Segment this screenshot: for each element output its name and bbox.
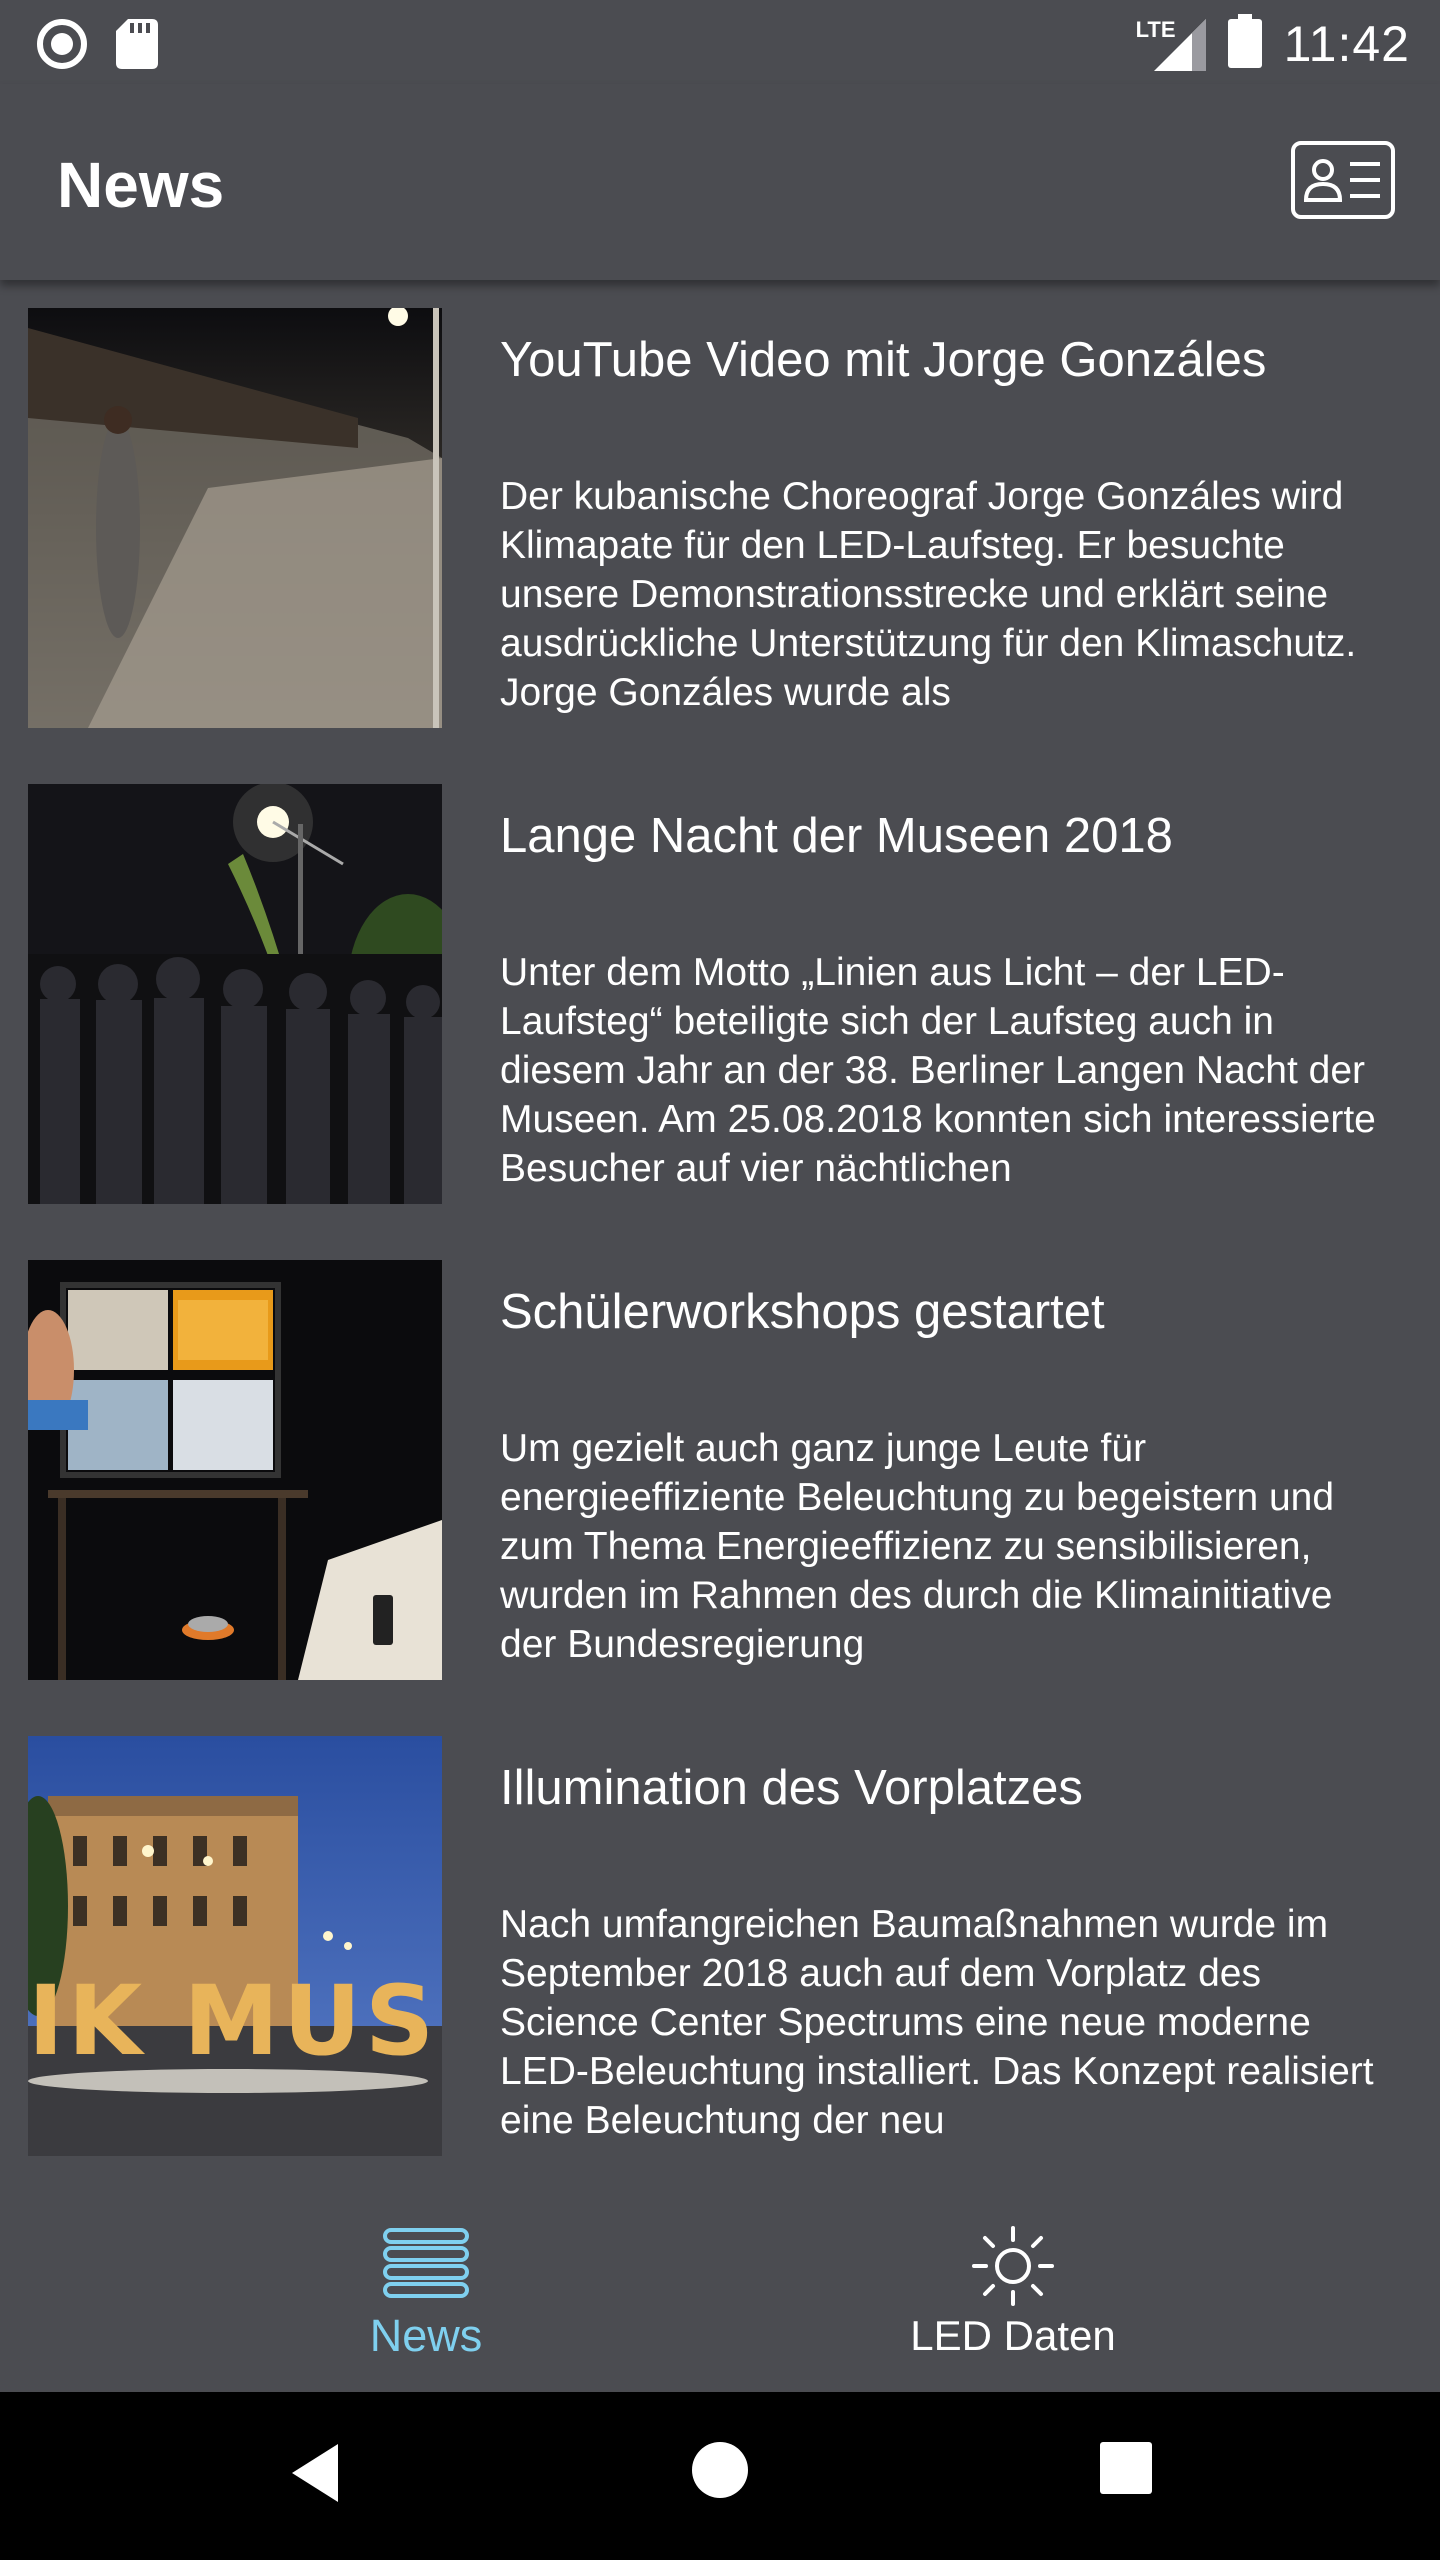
news-item[interactable]	[0, 784, 1440, 1214]
news-text: Um gezielt auch ganz junge Leute für energieeffiziente Beleuchtung zu begeistern und zum Thema Energieeffizienz zu sensibilisieren, wurden im Rahmen des durch die Klimainitiative der Bundesregierung	[500, 1427, 1335, 1666]
home-icon	[690, 2440, 750, 2500]
news-item[interactable]	[0, 1736, 1440, 2166]
battery-icon	[1228, 14, 1262, 73]
news-thumbnail-museum-square	[28, 1736, 442, 2156]
museum-letters: IK MUS	[28, 1965, 439, 2077]
app-bar	[0, 84, 1440, 280]
sun-icon	[968, 2224, 1058, 2313]
nav-label-led-daten: LED Daten	[910, 2312, 1116, 2359]
news-title: Lange Nacht der Museen 2018	[500, 809, 1173, 863]
sd-card-icon	[116, 19, 158, 74]
system-navigation-bar	[0, 2392, 1440, 2560]
contact-card-icon	[1290, 140, 1396, 220]
bottom-navigation	[0, 2188, 1440, 2392]
news-text: Nach umfangreichen Baumaßnahmen wurde im September 2018 auch auf dem Vorplatz des Science Center Spectrums eine neue moderne LED-Beleuchtung installiert. Das Konzept realisiert eine Beleuchtung der neu	[500, 1903, 1374, 2142]
recents-button[interactable]	[1098, 2440, 1178, 2520]
news-thumbnail-walkway	[28, 308, 442, 728]
news-text: Unter dem Motto „Linien aus Licht – der LED-Laufsteg“ beteiligte sich der Laufsteg auch in diesem Jahr an der 38. Berliner Langen Nacht der Museen. Am 25.08.2018 konnten sich interessierte Besucher auf vier nächtlichen	[500, 951, 1376, 1190]
news-item[interactable]	[0, 1260, 1440, 1690]
record-icon	[36, 18, 88, 75]
news-text: Der kubanische Choreograf Jorge Gonzáles wird Klimapate für den LED-Laufsteg. Er besuchte unsere Demonstrationsstrecke und erklärt seine ausdrückliche Unterstützung für den Klimaschutz. Jorge Gonzáles wurde als	[500, 475, 1357, 714]
news-item[interactable]	[0, 308, 1440, 738]
home-button[interactable]	[690, 2440, 770, 2520]
back-icon	[286, 2440, 346, 2506]
lte-signal-icon	[1136, 17, 1206, 71]
status-time: 11:42	[1283, 15, 1410, 72]
nav-label-news: News	[369, 2310, 483, 2361]
news-thumbnail-workshop	[28, 1260, 442, 1680]
page-title: News	[57, 149, 225, 221]
lte-label: LTE	[1135, 16, 1176, 42]
nav-item-led-daten[interactable]	[653, 2188, 1373, 2392]
news-thumbnail-crowd	[28, 784, 442, 1204]
news-title: Illumination des Vorplatzes	[500, 1761, 1083, 1815]
back-button[interactable]	[286, 2440, 366, 2520]
news-list[interactable]	[0, 280, 1440, 2188]
list-icon	[381, 2226, 471, 2303]
recents-icon	[1098, 2440, 1154, 2496]
news-title: YouTube Video mit Jorge Gonzáles	[500, 333, 1267, 387]
profile-button[interactable]	[1290, 140, 1396, 220]
news-title: Schülerworkshops gestartet	[500, 1285, 1105, 1339]
status-bar	[0, 0, 1440, 84]
